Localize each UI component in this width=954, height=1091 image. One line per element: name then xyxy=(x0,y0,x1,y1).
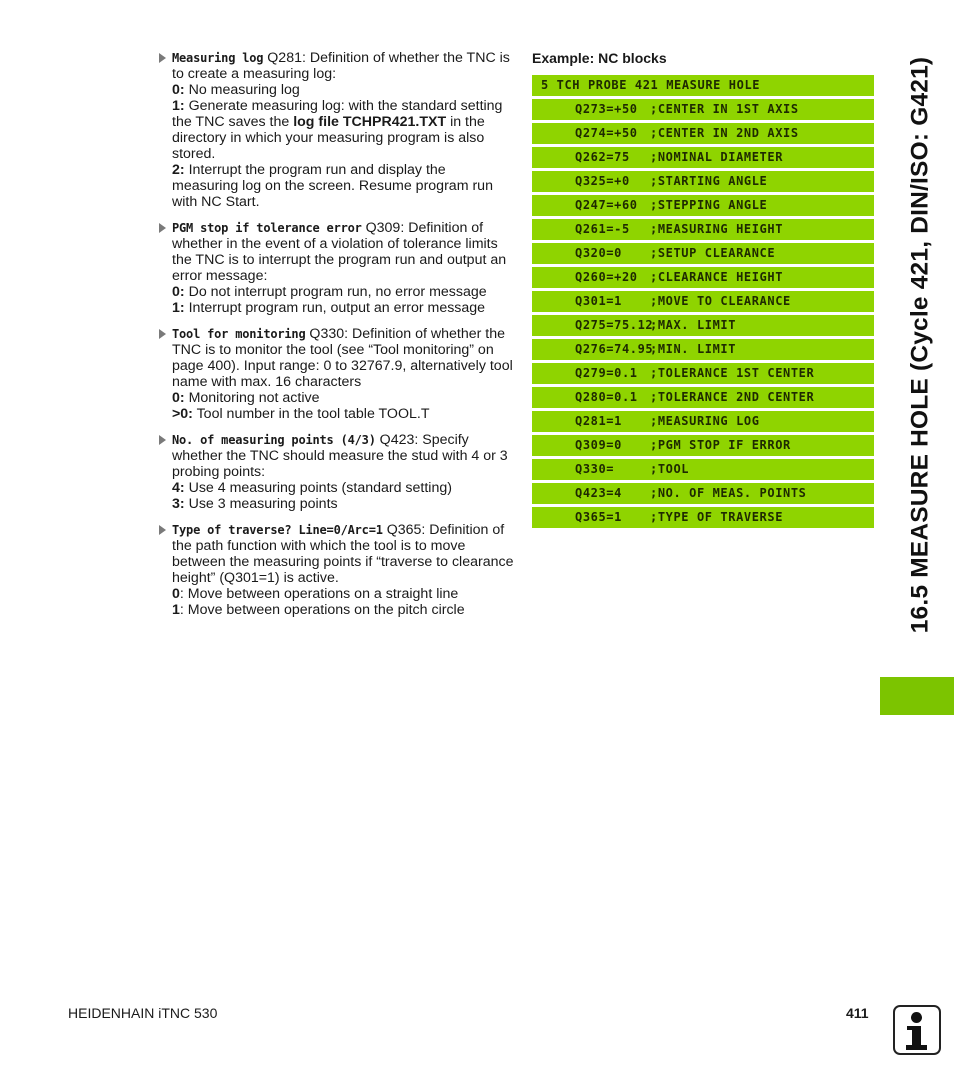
nc-comment: ;CLEARANCE HEIGHT xyxy=(650,270,784,284)
nc-comment: ;CENTER IN 1ST AXIS xyxy=(650,102,799,116)
nc-comment: ;MEASURING LOG xyxy=(650,414,760,428)
option-key: 0: xyxy=(172,390,185,406)
nc-comment: ;MAX. LIMIT xyxy=(650,318,737,332)
option-key: 0: xyxy=(172,284,185,300)
nc-comment: ;STEPPING ANGLE xyxy=(650,198,768,212)
param-description: Q423: Specify whether the TNC should measure the stud with 4 or 3 probing points: xyxy=(172,432,508,480)
chapter-side-title xyxy=(898,20,942,670)
nc-comment: ;MIN. LIMIT xyxy=(650,342,737,356)
nc-comment: ;NOMINAL DIAMETER xyxy=(650,150,784,164)
parameter-list xyxy=(158,50,514,628)
param-q330 xyxy=(158,326,514,422)
param-name: Type of traverse? Line=0/Arc=1 xyxy=(172,523,383,537)
nc-comment: ;TOLERANCE 1ST CENTER xyxy=(650,366,815,380)
example-title: Example: NC blocks xyxy=(532,50,667,66)
page-number: 411 xyxy=(846,1005,869,1021)
option-text: Interrupt the program run and display the measuring log on the screen. Resume program run with NC Start. xyxy=(172,162,493,210)
option-key: 0 xyxy=(172,586,180,602)
nc-block-row xyxy=(532,243,874,264)
log-file-name: log file TCHPR421.TXT xyxy=(293,114,447,130)
nc-block-row xyxy=(532,363,874,384)
nc-comment: ;MOVE TO CLEARANCE xyxy=(650,294,791,308)
nc-block-row xyxy=(532,267,874,288)
nc-block-header: 5 TCH PROBE 421 MEASURE HOLE xyxy=(532,75,874,96)
param-name: Tool for monitoring xyxy=(172,327,306,341)
option-key: >0: xyxy=(172,406,193,422)
triangle-right-icon xyxy=(159,53,166,63)
nc-parameter: Q423=4 xyxy=(575,486,622,500)
nc-block-row xyxy=(532,147,874,168)
nc-block-row xyxy=(532,459,874,480)
option-key: 2: xyxy=(172,162,185,178)
nc-comment: ;TYPE OF TRAVERSE xyxy=(650,510,784,524)
nc-parameter: Q281=1 xyxy=(575,414,622,428)
nc-comment: ;MEASURING HEIGHT xyxy=(650,222,784,236)
nc-parameter: Q274=+50 xyxy=(575,126,638,140)
nc-block-row xyxy=(532,411,874,432)
nc-parameter: Q275=75.12 xyxy=(575,318,654,332)
nc-parameter: Q247=+60 xyxy=(575,198,638,212)
param-description: Q330: Definition of whether the TNC is to monitor the tool (see “Tool monitoring” on page 400). Input range: 0 to 32767.9, alternatively tool name with max. 16 characters xyxy=(172,326,513,390)
nc-block-row xyxy=(532,219,874,240)
option-key: 1: xyxy=(172,98,185,114)
param-q281 xyxy=(158,50,514,210)
nc-example xyxy=(532,50,874,531)
param-q365 xyxy=(158,522,514,618)
option-key: 1 xyxy=(172,602,180,618)
nc-block-row xyxy=(532,435,874,456)
nc-parameter: Q279=0.1 xyxy=(575,366,638,380)
option-text: Use 4 measuring points (standard setting) xyxy=(184,480,452,496)
nc-comment: ;CENTER IN 2ND AXIS xyxy=(650,126,799,140)
nc-block-row xyxy=(532,483,874,504)
nc-parameter: Q276=74.95 xyxy=(575,342,654,356)
nc-parameter: Q325=+0 xyxy=(575,174,630,188)
option-key: 0: xyxy=(172,82,185,98)
param-description: Q309: Definition of whether in the event of a violation of tolerance limits the TNC is to interrupt the program run and output an error message: xyxy=(172,220,507,284)
footer-manual-name: HEIDENHAIN iTNC 530 xyxy=(68,1005,218,1021)
option-text: Use 3 measuring points xyxy=(184,496,338,512)
nc-comment: ;NO. OF MEAS. POINTS xyxy=(650,486,807,500)
param-q309 xyxy=(158,220,514,316)
option-key: 3: xyxy=(172,496,185,512)
param-description: Q365: Definition of the path function with which the tool is to move between the measuring points if “traverse to clearance height” (Q301=1) is active. xyxy=(172,522,514,586)
nc-comment: ;PGM STOP IF ERROR xyxy=(650,438,791,452)
nc-comment: ;TOLERANCE 2ND CENTER xyxy=(650,390,815,404)
nc-parameter: Q260=+20 xyxy=(575,270,638,284)
option-text: in the directory in which your measuring program is also stored. xyxy=(172,114,485,162)
nc-comment: ;SETUP CLEARANCE xyxy=(650,246,776,260)
nc-parameter: Q280=0.1 xyxy=(575,390,638,404)
nc-parameter: Q273=+50 xyxy=(575,102,638,116)
triangle-right-icon xyxy=(159,223,166,233)
option-text: Monitoring not active xyxy=(184,390,320,406)
nc-block-row xyxy=(532,387,874,408)
nc-block-row xyxy=(532,123,874,144)
nc-parameter: Q262=75 xyxy=(575,150,630,164)
nc-block-row xyxy=(532,507,874,528)
option-key: 4: xyxy=(172,480,185,496)
nc-parameter: Q309=0 xyxy=(575,438,622,452)
option-text: Do not interrupt program run, no error message xyxy=(184,284,487,300)
option-text: No measuring log xyxy=(184,82,300,98)
param-name: Measuring log xyxy=(172,51,264,65)
nc-block-row xyxy=(532,171,874,192)
param-name: PGM stop if tolerance error xyxy=(172,221,362,235)
nc-block-list xyxy=(532,99,874,528)
option-text: Tool number in the tool table TOOL.T xyxy=(192,406,430,422)
option-text: Generate measuring log: with the standard setting the TNC saves the xyxy=(172,98,503,130)
nc-parameter: Q320=0 xyxy=(575,246,622,260)
triangle-right-icon xyxy=(159,329,166,339)
nc-parameter: Q365=1 xyxy=(575,510,622,524)
nc-block-row xyxy=(532,195,874,216)
nc-block-row xyxy=(532,339,874,360)
nc-parameter: Q301=1 xyxy=(575,294,622,308)
nc-comment: ;TOOL xyxy=(650,462,690,476)
option-key: 1: xyxy=(172,300,185,316)
nc-block-row xyxy=(532,99,874,120)
option-text: Interrupt program run, output an error message xyxy=(184,300,486,316)
param-name: No. of measuring points (4/3) xyxy=(172,433,376,447)
param-q423 xyxy=(158,432,514,512)
triangle-right-icon xyxy=(159,435,166,445)
nc-parameter: Q261=-5 xyxy=(575,222,630,236)
nc-comment: ;STARTING ANGLE xyxy=(650,174,768,188)
chapter-tab xyxy=(880,677,954,715)
nc-block-row xyxy=(532,315,874,336)
option-text: : Move between operations on a straight line xyxy=(179,586,459,602)
option-text: : Move between operations on the pitch circle xyxy=(179,602,465,618)
nc-block-row xyxy=(532,291,874,312)
chapter-title-text: 16.5 MEASURE HOLE (Cycle 421, DIN/ISO: G421) xyxy=(906,56,934,634)
info-icon xyxy=(893,1005,941,1055)
triangle-right-icon xyxy=(159,525,166,535)
param-description: Q281: Definition of whether the TNC is to create a measuring log: xyxy=(172,50,510,82)
nc-parameter: Q330= xyxy=(575,462,615,476)
